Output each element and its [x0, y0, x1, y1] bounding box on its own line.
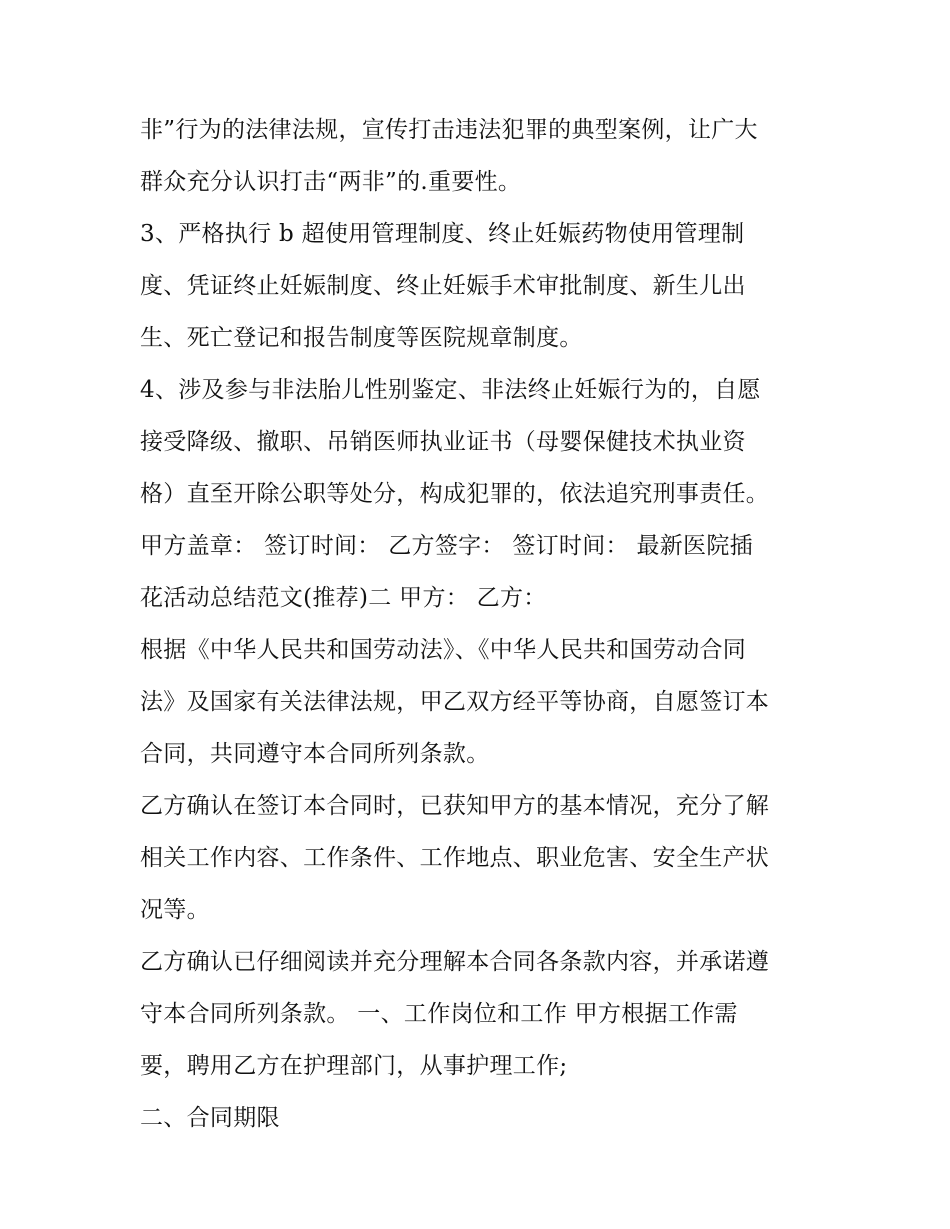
text-line: 相关工作内容、工作条件、工作地点、职业危害、安全生产状: [140, 845, 770, 871]
text-line: 3、严格执行 b 超使用管理制度、终止妊娠药物使用管理制: [140, 221, 745, 247]
text-line: 合同，共同遵守本合同所列条款。: [140, 741, 490, 767]
text-line: 非”行为的法律法规，宣传打击违法犯罪的典型案例，让广大: [140, 117, 758, 143]
text-line: 况等。: [140, 897, 210, 923]
text-line: 接受降级、撤职、吊销医师执业证书（母婴保健技术执业资: [140, 429, 746, 455]
text-line: 法》及国家有关法律法规，甲乙双方经平等协商，自愿签订本: [140, 689, 770, 715]
document-body: [140, 104, 830, 1144]
text-line: 甲方盖章： 签订时间： 乙方签字： 签订时间： 最新医院插: [140, 533, 753, 559]
text-line: 二、合同期限: [140, 1105, 280, 1131]
text-line: 生、死亡登记和报告制度等医院规章制度。: [140, 325, 583, 351]
text-line: 根据《中华人民共和国劳动法》、《中华人民共和国劳动合同: [140, 637, 747, 663]
text-line: 花活动总结范文(推荐)二 甲方： 乙方：: [140, 585, 547, 611]
text-line: 度、凭证终止妊娠制度、终止妊娠手术审批制度、新生儿出: [140, 273, 746, 299]
text-line: 乙方确认已仔细阅读并充分理解本合同各条款内容，并承诺遵: [140, 949, 770, 975]
text-line: 4、涉及参与非法胎儿性别鉴定、非法终止妊娠行为的，自愿: [140, 377, 761, 403]
text-line: 群众充分认识打击“两非”的.重要性。: [140, 169, 522, 195]
text-line: 乙方确认在签订本合同时，已获知甲方的基本情况，充分了解: [140, 793, 770, 819]
text-line: 格）直至开除公职等处分，构成犯罪的，依法追究刑事责任。: [140, 481, 770, 507]
text-line: 要，聘用乙方在护理部门，从事护理工作;: [140, 1053, 568, 1079]
text-line: 守本合同所列条款。 一、工作岗位和工作 甲方根据工作需: [140, 1001, 738, 1027]
